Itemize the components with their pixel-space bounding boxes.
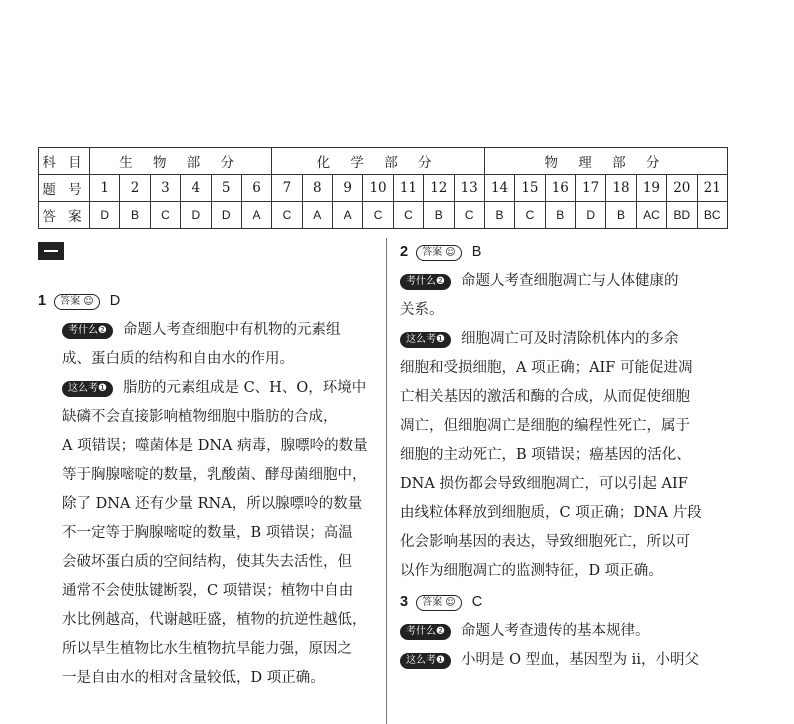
section-biology: 生 物 部 分 [90, 148, 272, 175]
answer-cell: B [120, 202, 150, 229]
question-number-cell: 16 [545, 175, 575, 202]
answer-cell: C [393, 202, 423, 229]
row-label-number: 题 号 [39, 175, 90, 202]
explanation-line: 亡相关基因的激活和酶的合成，从而促使细胞 [400, 389, 690, 405]
row-label-answer: 答 案 [39, 202, 90, 229]
answer-tag: 答案 ☺ [54, 294, 100, 310]
column-divider [386, 238, 387, 724]
question-2 [400, 238, 740, 586]
question-number-cell: 6 [241, 175, 271, 202]
question-number: 2 [400, 244, 409, 260]
question-number-cell: 18 [606, 175, 636, 202]
answer-cell: A [333, 202, 363, 229]
question-number-cell: 10 [363, 175, 393, 202]
question-number-cell: 13 [454, 175, 484, 202]
kao-text-line: 命题人考查细胞中有机物的元素组 [122, 322, 341, 338]
question-number-cell: 9 [333, 175, 363, 202]
explanation-line: 小明是 O 型血，基因型为 ii，小明父 [460, 652, 699, 668]
explanation-line: 细胞凋亡可及时清除机体内的多余 [460, 331, 679, 347]
kao-text-line: 命题人考查细胞凋亡与人体健康的 [460, 273, 679, 289]
kao-text-line: 成、蛋白质的结构和自由水的作用。 [62, 351, 294, 367]
explanation-line: 由线粒体释放到细胞质，C 项正确；DNA 片段 [400, 505, 702, 521]
explanation-line: 水比例越高，代谢越旺盛，植物的抗逆性越低， [62, 612, 367, 628]
question-number: 3 [400, 594, 409, 610]
question-number-cell: 20 [667, 175, 697, 202]
question-3 [400, 588, 740, 675]
question-1 [38, 287, 378, 693]
explanation-body [400, 354, 740, 586]
kao-shenme-tag: 考什么❷ [62, 323, 113, 339]
answer-cell: D [576, 202, 606, 229]
question-number-cell: 2 [120, 175, 150, 202]
question-number-cell: 14 [484, 175, 514, 202]
answer-cell: D [211, 202, 241, 229]
question-number-row [39, 175, 728, 202]
question-number-cell: 4 [181, 175, 211, 202]
answer-cell: D [181, 202, 211, 229]
explanation-line: 除了 DNA 还有少量 RNA，所以腺嘌呤的数量 [62, 496, 363, 512]
explanation-line: 凋亡，但细胞凋亡是细胞的编程性死亡，属于 [400, 418, 690, 434]
answer-cell: B [606, 202, 636, 229]
section-one-badge [38, 238, 378, 267]
kao-text: 命题人考查遗传的基本规律。 [460, 623, 650, 639]
answer-value: C [471, 594, 483, 610]
answer-cell: B [545, 202, 575, 229]
explanation-line: 脂肪的元素组成是 C、H、O，环境中 [122, 380, 367, 396]
left-column [38, 238, 378, 693]
kao-text-line: 关系。 [400, 302, 444, 318]
question-number-cell: 1 [90, 175, 120, 202]
answer-tag: 答案 ☺ [416, 245, 462, 261]
section-physics: 物 理 部 分 [484, 148, 727, 175]
explanation-line: DNA 损伤都会导致细胞凋亡，可以引起 AIF [400, 476, 688, 492]
kao-shenme-tag: 考什么❷ [400, 624, 451, 640]
answer-tag: 答案 ☺ [416, 595, 462, 611]
explanation-line: 所以旱生植物比水生植物抗旱能力强，原因之 [62, 641, 352, 657]
question-number-cell: 7 [272, 175, 302, 202]
answer-cell: C [150, 202, 180, 229]
explanation-line: 一是自由水的相对含量较低，D 项正确。 [62, 670, 325, 686]
answer-cell: C [515, 202, 545, 229]
explanation-line: 化会影响基因的表达，导致细胞死亡，所以可 [400, 534, 690, 550]
answer-cell: C [454, 202, 484, 229]
question-number-cell: 15 [515, 175, 545, 202]
zhe-me-kao-tag: 这么考❶ [62, 381, 113, 397]
question-number-cell: 8 [302, 175, 332, 202]
explanation-line: A 项错误；噬菌体是 DNA 病毒，腺嘌呤的数量 [62, 438, 368, 454]
kao-shenme-tag: 考什么❷ [400, 274, 451, 290]
answer-cell: AC [636, 202, 666, 229]
table-header-row [39, 148, 728, 175]
answer-cell: D [90, 202, 120, 229]
question-number-cell: 21 [697, 175, 728, 202]
question-number-cell: 19 [636, 175, 666, 202]
answer-cell: B [484, 202, 514, 229]
question-number-cell: 5 [211, 175, 241, 202]
answer-cell: C [272, 202, 302, 229]
right-column [400, 238, 740, 675]
header-subject: 科 目 [39, 148, 90, 175]
explanation-line: 会破坏蛋白质的空间结构，使其失去活性，但 [62, 554, 352, 570]
answer-cell: BC [697, 202, 728, 229]
answer-key-table [38, 147, 728, 229]
question-number: 1 [38, 293, 47, 309]
answer-value: D [109, 293, 121, 309]
question-number-cell: 12 [424, 175, 454, 202]
explanation-line: 等于胸腺嘧啶的数量，乳酸菌、酵母菌细胞中， [62, 467, 367, 483]
explanation-line: 细胞的主动死亡，B 项错误；癌基因的活化、 [400, 447, 691, 463]
answer-cell: A [241, 202, 271, 229]
answer-value: B [471, 244, 482, 260]
explanation-body [38, 403, 378, 693]
answer-cell: BD [667, 202, 697, 229]
question-number-cell: 17 [576, 175, 606, 202]
answer-cell: B [424, 202, 454, 229]
question-number-cell: 11 [393, 175, 423, 202]
explanation-line: 以作为细胞凋亡的监测特征，D 项正确。 [400, 563, 663, 579]
section-chemistry: 化 学 部 分 [272, 148, 485, 175]
explanation-line: 缺磷不会直接影响植物细胞中脂肪的合成， [62, 409, 338, 425]
answer-row [39, 202, 728, 229]
explanation-line: 通常不会使肽键断裂，C 项错误；植物中自由 [62, 583, 354, 599]
zhe-me-kao-tag: 这么考❶ [400, 332, 451, 348]
question-number-cell: 3 [150, 175, 180, 202]
explanation-line: 细胞和受损细胞，A 项正确；AIF 可能促进凋 [400, 360, 693, 376]
explanation-line: 不一定等于胸腺嘧啶的数量，B 项错误；高温 [62, 525, 353, 541]
answer-cell: A [302, 202, 332, 229]
answer-cell: C [363, 202, 393, 229]
zhe-me-kao-tag: 这么考❶ [400, 653, 451, 669]
